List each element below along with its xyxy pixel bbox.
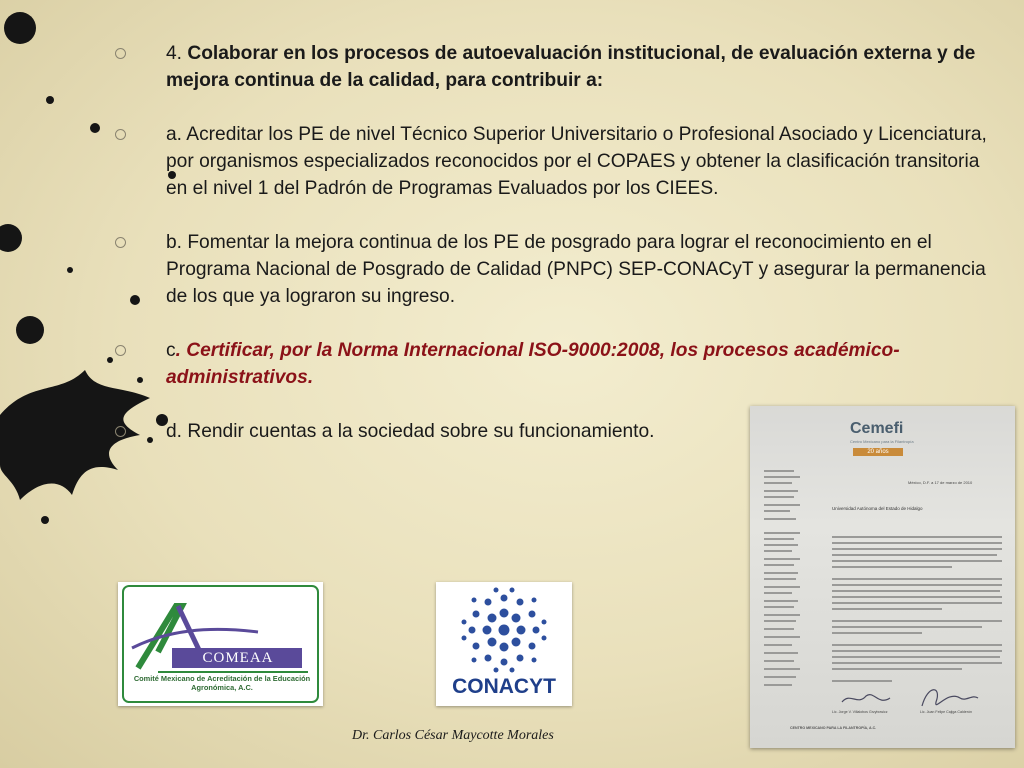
objective-a [112,121,992,202]
comeaa-full-name: Comité Mexicano de Acreditación de la Educación Agronómica, A.C. [133,674,311,692]
cemefi-subtitle: Centro Mexicano para la Filantropía [850,439,914,444]
conacyt-wordmark: CONACYT [452,675,556,698]
cemefi-badge: 20 años [853,448,903,456]
signer-1: Lic. Jorge V. Villalobos Grzybowicz [832,710,888,714]
objective-b [112,229,992,310]
objective-4-number: 4. [166,43,188,64]
letter-recipient: Universidad Autónoma del Estado de Hidalgo [832,506,923,511]
comeaa-logo [118,582,323,706]
comeaa-name: COMEAA [202,650,274,666]
conacyt-logo [436,582,572,706]
cemefi-letter [750,406,1015,748]
letter-text-lines [750,406,1015,748]
cemefi-brand: Cemefi [850,420,904,437]
objectives-list [112,40,992,445]
objective-c-text: . Certificar, por la Norma Internacional ISO-9000:2008, los procesos académico-administrativos. [166,340,900,388]
objective-4-text: Colaborar en los procesos de autoevaluación institucional, de evaluación externa y de mejora continua de la calidad, para contribuir a: [166,43,976,91]
objective-c-letter: c [166,340,176,361]
bullet-circle-icon [115,426,126,437]
objective-a-text: a. Acreditar los PE de nivel Técnico Superior Universitario o Profesional Asociado y Licenciatura, por organismos especializados reconocidos por el COPAES y obtener la clasificación transitoria en el nivel 1 del Padrón de Programas Evaluados por los CIEES. [166,124,987,199]
bullet-circle-icon [115,48,126,59]
objective-c [112,337,992,391]
bullet-circle-icon [115,129,126,140]
letter-office: CENTRO MEXICANO PARA LA FILANTROPÍA, A.C. [790,726,877,730]
bullet-circle-icon [115,237,126,248]
signer-2: Lic. Juan Felipe Cajiga Calderón [920,710,972,714]
objective-4 [112,40,992,94]
bullet-circle-icon [115,345,126,356]
objective-b-text: b. Fomentar la mejora continua de los PE de posgrado para lograr el reconocimiento en el Programa Nacional de Posgrado de Calidad (PNPC) SEP-CONACyT y asegurar la permanencia de los que ya lograron su ingreso. [166,232,986,307]
letter-date: México, D.F. a 17 de marzo de 2010 [908,480,973,485]
objective-d-text: d. Rendir cuentas a la sociedad sobre su funcionamiento. [166,421,655,442]
footer-author: Dr. Carlos César Maycotte Morales [352,728,554,743]
